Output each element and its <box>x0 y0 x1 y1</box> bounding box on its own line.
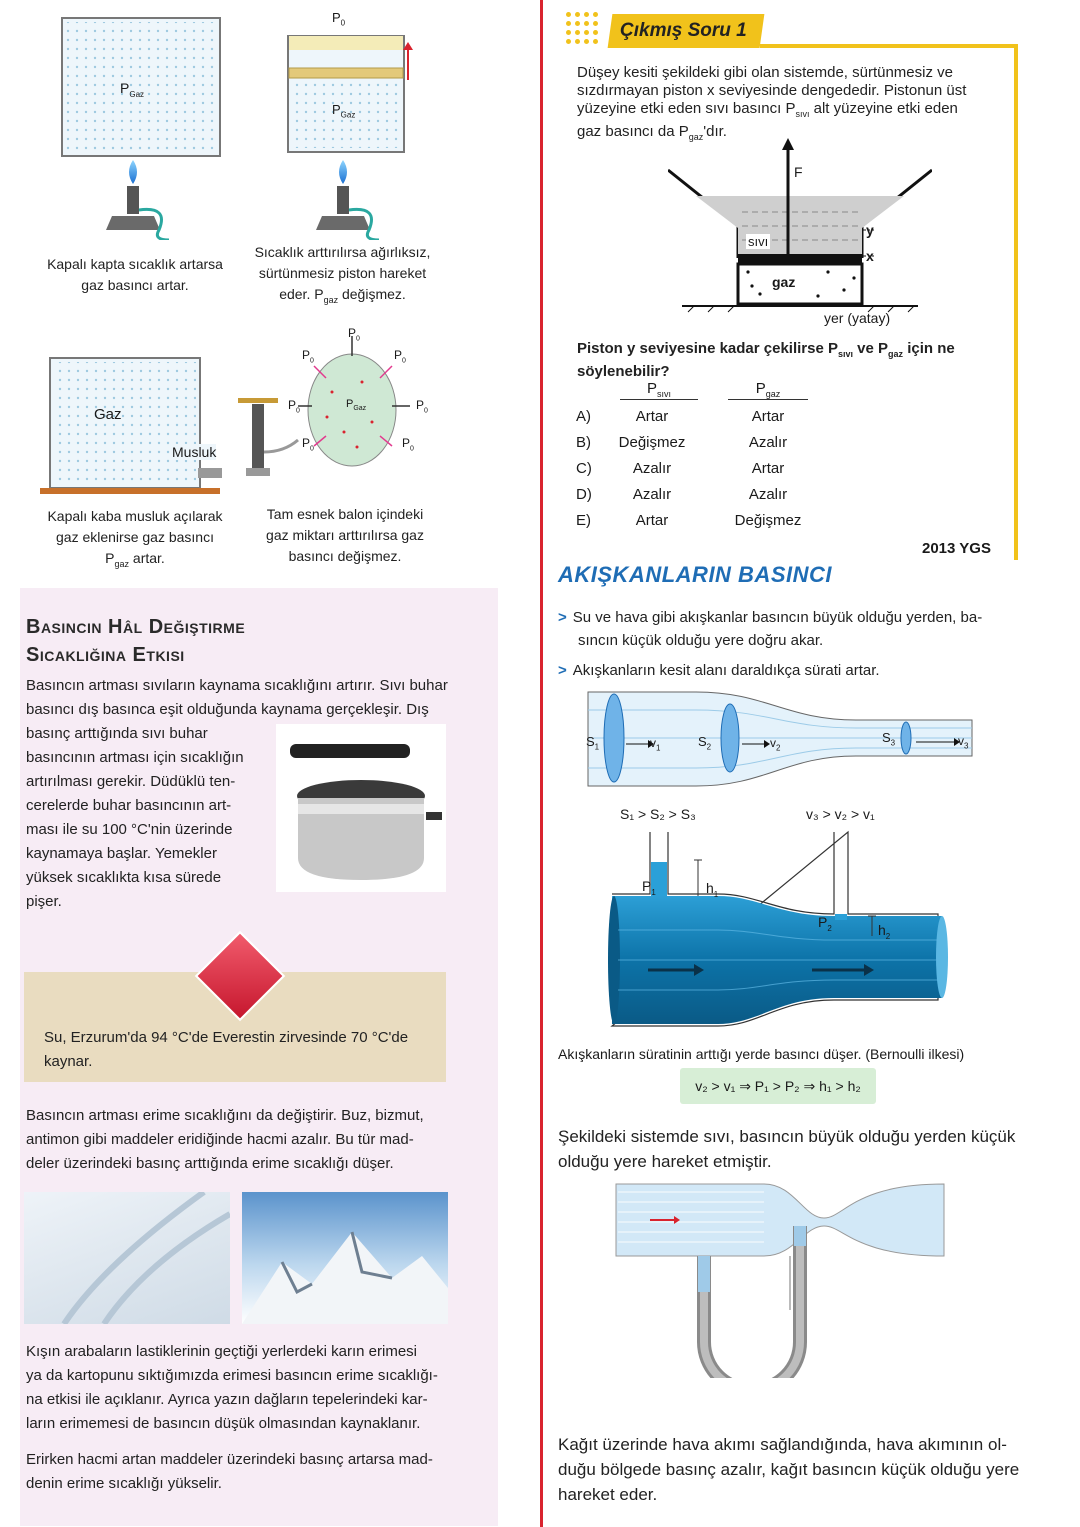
question-right-line <box>1014 44 1018 560</box>
ground-label: yer (yatay) <box>824 310 891 326</box>
note-text: Su, Erzurum'da 94 °C'de Everestin zirvesinde 70 °C'de kaynar. <box>44 1029 409 1070</box>
answer-options <box>576 404 836 534</box>
balloon-p0-br: $P_0$ <box>402 436 414 453</box>
exam-label: 2013 YGS <box>922 540 991 557</box>
area-relation: S₁ > S₂ > S₃ <box>620 806 696 822</box>
caption-valve: Kapalı kaba musluk açılarak gaz eklenirse gaz basıncı $P_{gaz}$ artar. <box>47 508 223 569</box>
balloon-p0-top: $P_0$ <box>348 326 360 343</box>
snow-paragraph: Kışın arabaların lastiklerinin geçtiği yerlerdeki karın erimesi ya da kartopunu sıktığımızda erimesi basıncın erime sıcaklığı- na etkisi ile açıklanır. Ayrıca yazın dağların tepelerindeki kar- ların erimemesi de basıncın düşük olmasından kaynaklanır. <box>26 1343 438 1432</box>
option-p-gaz: Artar <box>751 408 785 425</box>
bernoulli-text: Akışkanların süratinin arttığı yerde basıncı düşer. (Bernoulli ilkesi) <box>558 1046 965 1062</box>
balloon-p0-r: $P_0$ <box>416 398 428 415</box>
boiling-paragraph: Basıncın artması sıvıların kaynama sıcaklığını artırır. Sıvı buhar basıncı dış basınca eşit olduğunda kaynama gerçekleşir. Dış basınç arttığında sıvı buhar basıncının artması için sıcaklığın artırılması gerekir. Düdüklü ten- cerelerde buhar basıncının art- ması ile su 100 °C'nin üzerinde kaynamaya başlar. Yemekler yüksek sıcaklıkta kısa sürede pişer. <box>26 677 448 910</box>
bullet-arrow-icon: > <box>558 662 567 679</box>
question-prompt: Piston y seviyesine kadar çekilirse $P_{sıvı}$ ve $P_{gaz}$ için ne söylenebilir? <box>577 340 955 380</box>
question-dots-icon <box>566 12 610 50</box>
option-letter: A) <box>576 408 591 425</box>
question-top-line <box>760 44 1018 48</box>
force-label: F <box>794 164 803 180</box>
balloon-p0-bl: $P_0$ <box>302 436 314 453</box>
venturi-figure <box>608 830 948 1030</box>
answer-option-b[interactable] <box>576 430 836 456</box>
closed-container-drawing <box>20 10 250 240</box>
musluk-label: Musluk <box>172 444 217 460</box>
caption-balloon: Tam esnek balon içindeki gaz miktarı arttırılırsa gaz basıncı değişmez. <box>266 506 424 564</box>
option-p-gaz: Azalır <box>748 486 788 503</box>
level-x-label: x <box>866 248 874 264</box>
caption-piston: Sıcaklık arttırılırsa ağırlıksız, sürtünmesiz piston hareket eder. $P_{gaz}$ değişmez. <box>254 244 431 305</box>
bullet-cross-section: > Akışkanların kesit alanı daraldıkça sürati artar. <box>558 662 880 679</box>
option-letter: B) <box>576 434 591 451</box>
s2-label: $S_2$ <box>698 734 712 752</box>
answer-option-c[interactable] <box>576 456 836 482</box>
pressure-cooker-image <box>276 724 446 892</box>
balloon-p0-tl: $P_0$ <box>302 348 314 365</box>
option-letter: D) <box>576 486 592 503</box>
option-p-gaz: Artar <box>751 460 785 477</box>
balloon-pgaz: $P_{Gaz}$ <box>346 398 367 413</box>
paper-airflow-text: Kağıt üzerinde hava akımı sağlandığında, hava akımının ol- duğu bölgede basınç azalır, kağıt basıncın küçük olduğu yere hareket eder. <box>558 1435 1020 1504</box>
bullet-flow-direction: > Su ve hava gibi akışkanlar basıncın büyük olduğu yerden, ba- sıncın küçük olduğu yere doğru akar. <box>558 609 983 649</box>
gaz-label: Gaz <box>94 406 122 423</box>
piston-container-drawing <box>240 10 445 240</box>
v3-label: $v_3$ <box>958 734 969 751</box>
answer-option-a[interactable] <box>576 404 836 430</box>
velocity-relation: v₃ > v₂ > v₁ <box>806 806 875 822</box>
fig-piston-container <box>240 10 445 310</box>
option-p-sivi: Artar <box>635 512 669 529</box>
option-p-sivi: Azalır <box>632 486 672 503</box>
question-text: Düşey kesiti şekildeki gibi olan sistemde, sürtünmesiz ve sızdırmayan piston x seviyesinde dengededir. Pistonun üst yüzeyine etki eden sıvı basıncı $P_{sıvı}$ alt yüzeyine etki eden gaz basıncı da $P_{gaz}'dır$. <box>577 64 967 142</box>
h2-label: $h_2$ <box>878 922 891 941</box>
option-p-sivi: Değişmez <box>618 434 686 451</box>
v2-label: $v_2$ <box>770 736 781 753</box>
section-title-line2: Sıcaklığına Etkisi <box>26 644 185 666</box>
option-p-sivi: Azalır <box>632 460 672 477</box>
valve-container-drawing <box>30 350 240 500</box>
answer-option-d[interactable] <box>576 482 836 508</box>
melting-paragraph: Basıncın artması erime sıcaklığını da değiştirir. Buz, bizmut, antimon gibi maddeler eridiğinde hacmi azalır. Bu tür mad- deler üzerindeki basınç arttığında erime sıcaklığı düşer. <box>26 1107 424 1172</box>
fig-closed-container <box>20 10 250 300</box>
flow-system-text: Şekildeki sistemde sıvı, basıncın büyük olduğu yerden küçük olduğu yere hareket etmiştir. <box>558 1127 1016 1171</box>
option-letter: C) <box>576 460 592 477</box>
level-y-label: y <box>866 222 874 238</box>
expansion-paragraph: Erirken hacmi artan maddeler üzerindeki basınç artarsa mad- denin erime sıcaklığı yükselir. <box>26 1451 433 1492</box>
option-letter: E) <box>576 512 591 529</box>
fig-valve-container <box>30 350 240 575</box>
option-p-sivi: Artar <box>635 408 669 425</box>
section-title-line1: Basıncın Hâl Değiştirme <box>26 616 246 638</box>
question-title: Çıkmış Soru 1 <box>620 20 747 41</box>
h1-label: $h_1$ <box>706 880 719 899</box>
balloon-p0-l: $P_0$ <box>288 398 300 415</box>
narrowing-pipe-figure <box>586 690 976 790</box>
answer-option-e[interactable] <box>576 508 836 534</box>
p-gaz-label: $P_{Gaz}$ <box>120 80 145 99</box>
balloon-p0-tr: $P_0$ <box>394 348 406 365</box>
answer-table-header: $P_{sıvı}$ $P_{gaz}$ <box>576 380 836 404</box>
s3-label: $S_3$ <box>882 730 896 748</box>
s1-label: $S_1$ <box>586 734 600 752</box>
p-gaz-label-2: $P_{Gaz}$ <box>332 102 356 120</box>
fluid-label: sıvı <box>748 234 769 249</box>
answer-options-table <box>576 380 836 534</box>
piston-fluid-figure <box>668 138 932 330</box>
snow-tracks-image <box>24 1192 230 1324</box>
fig-balloon <box>232 322 460 572</box>
snowy-mountains-image <box>242 1192 448 1324</box>
caption-closed-container: Kapalı kapta sıcaklık artarsa gaz basıncı artar. <box>47 256 223 293</box>
page-divider <box>540 0 543 1527</box>
manometer-figure <box>614 1182 946 1378</box>
bernoulli-formula: v₂ > v₁ ⇒ P₁ > P₂ ⇒ h₁ > h₂ <box>680 1068 876 1104</box>
v1-label: $v_1$ <box>650 736 661 753</box>
p1-label: $P_1$ <box>642 878 656 897</box>
gas-label: gaz <box>772 274 796 290</box>
fluid-section-title: AKIŞKANLARIN BASINCI <box>558 562 832 587</box>
option-p-gaz: Değişmez <box>734 512 802 529</box>
option-p-gaz: Azalır <box>748 434 788 451</box>
p2-label: $P_2$ <box>818 914 832 933</box>
p0-label: $P_0$ <box>332 10 346 28</box>
bullet-arrow-icon: > <box>558 609 567 626</box>
